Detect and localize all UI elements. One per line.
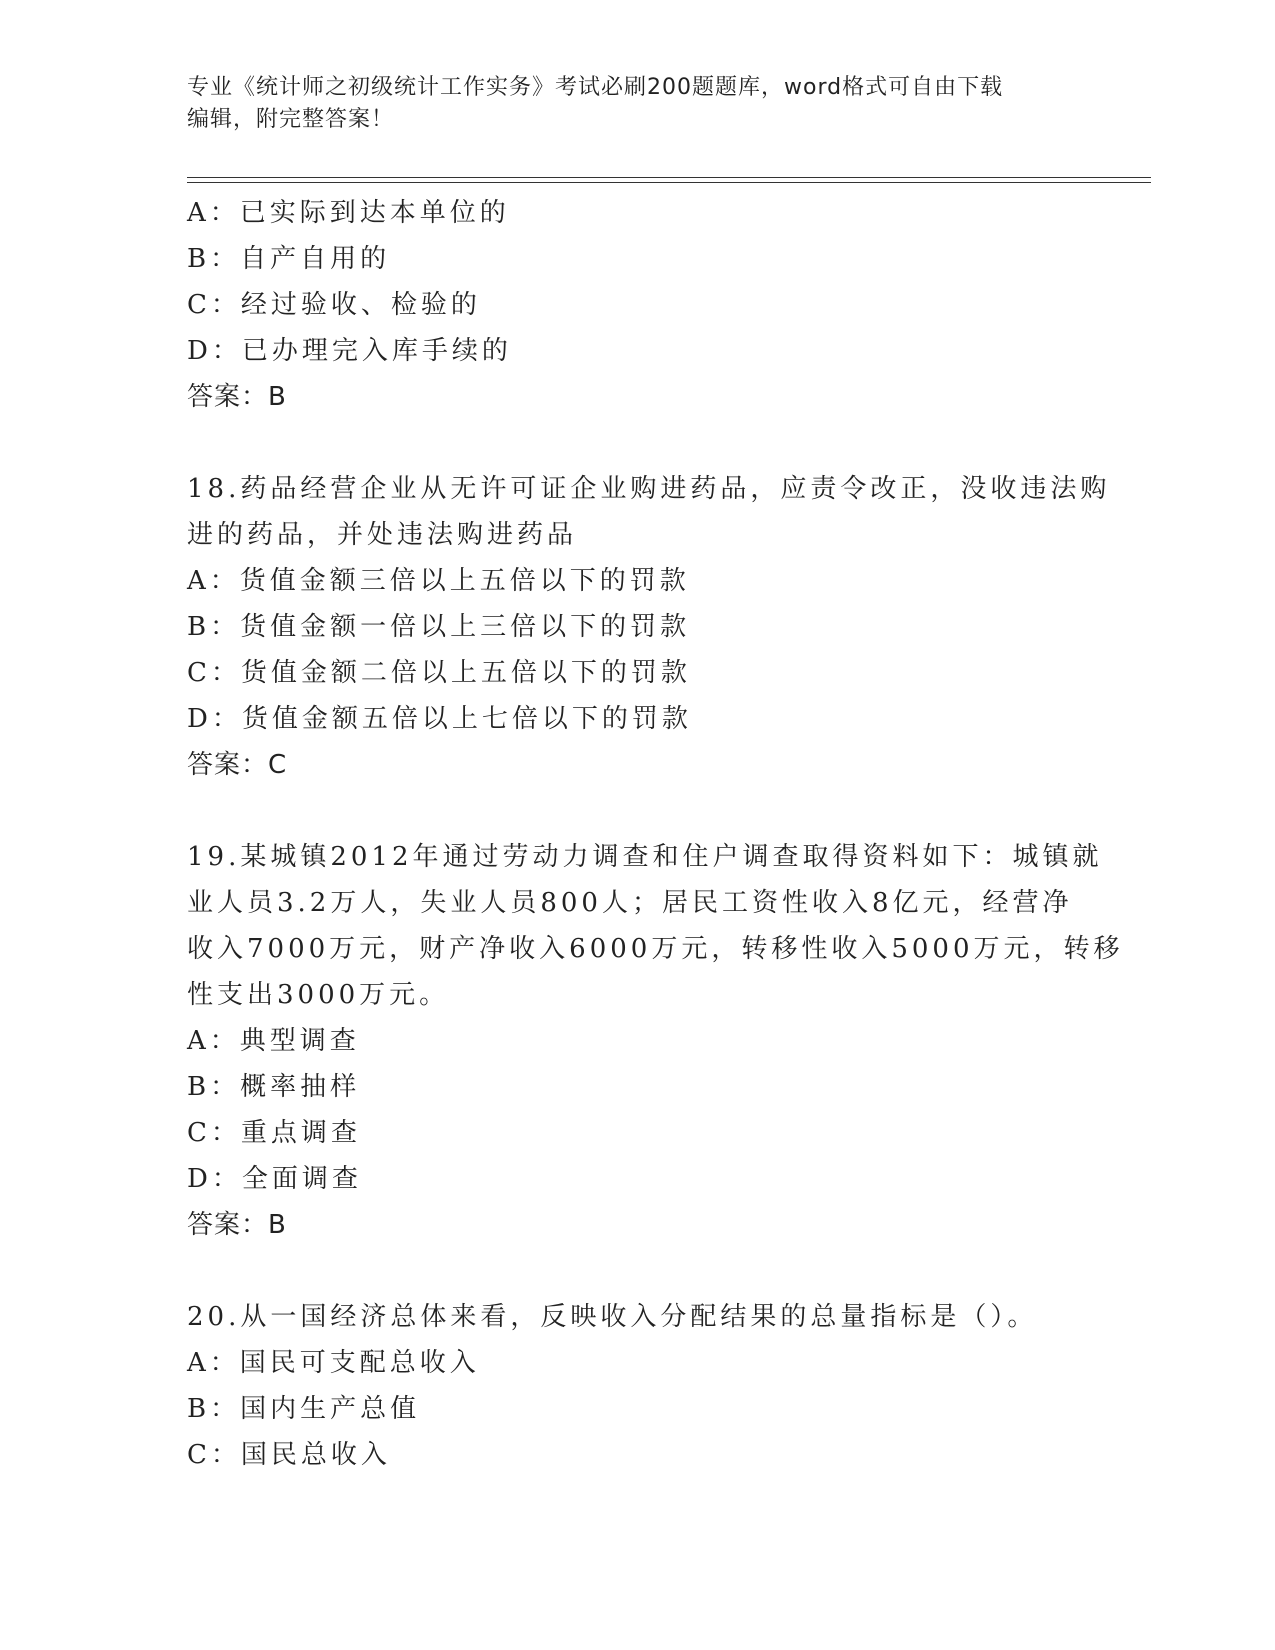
question-text-line: 收入7000万元，财产净收入6000万元，转移性收入5000万元，转移 xyxy=(187,934,1124,964)
option-d: D：全面调查 xyxy=(187,1164,362,1194)
answer-line: 答案：B xyxy=(187,382,287,412)
option-d: D：货值金额五倍以上七倍以下的罚款 xyxy=(187,704,692,734)
question-list xyxy=(187,190,1124,1478)
question-text-line: 进的药品，并处违法购进药品 xyxy=(187,520,578,550)
header-line-1: 专业《统计师之初级统计工作实务》考试必刷200题题库，word格式可自由下载 xyxy=(187,75,1004,100)
answer-line: 答案：B xyxy=(187,1210,287,1240)
document-header xyxy=(187,72,1087,136)
option-d: D：已办理完入库手续的 xyxy=(187,336,512,366)
question-text-line: 18.药品经营企业从无许可证企业购进药品，应责令改正，没收违法购 xyxy=(187,474,1111,504)
question-text-line: 业人员3.2万人，失业人员800人；居民工资性收入8亿元，经营净 xyxy=(187,888,1073,918)
question-text-line: 性支出3000万元。 xyxy=(187,980,450,1010)
question-19 xyxy=(187,834,1124,1248)
option-b: B：概率抽样 xyxy=(187,1072,361,1102)
question-text-line: 19.某城镇2012年通过劳动力调查和住户调查取得资料如下：城镇就 xyxy=(187,842,1103,872)
answer-line: 答案：C xyxy=(187,750,288,780)
option-c: C：经过验收、检验的 xyxy=(187,290,481,320)
question-17 xyxy=(187,190,1087,420)
option-b: B：货值金额一倍以上三倍以下的罚款 xyxy=(187,612,691,642)
option-c: C：重点调查 xyxy=(187,1118,361,1148)
option-a: A：典型调查 xyxy=(187,1026,360,1056)
option-a: A：国民可支配总收入 xyxy=(187,1348,480,1378)
question-18 xyxy=(187,466,1111,788)
question-20 xyxy=(187,1294,1087,1478)
option-c: C：国民总收入 xyxy=(187,1440,391,1470)
header-line-2: 编辑，附完整答案！ xyxy=(187,107,395,132)
option-a: A：已实际到达本单位的 xyxy=(187,198,510,228)
option-b: B：自产自用的 xyxy=(187,244,391,274)
option-a: A：货值金额三倍以上五倍以下的罚款 xyxy=(187,566,690,596)
header-rule-bottom xyxy=(187,182,1151,183)
question-text-line: 20.从一国经济总体来看，反映收入分配结果的总量指标是（）。 xyxy=(187,1302,1038,1332)
option-b: B：国内生产总值 xyxy=(187,1394,421,1424)
option-c: C：货值金额二倍以上五倍以下的罚款 xyxy=(187,658,691,688)
header-rule-top xyxy=(187,177,1151,178)
